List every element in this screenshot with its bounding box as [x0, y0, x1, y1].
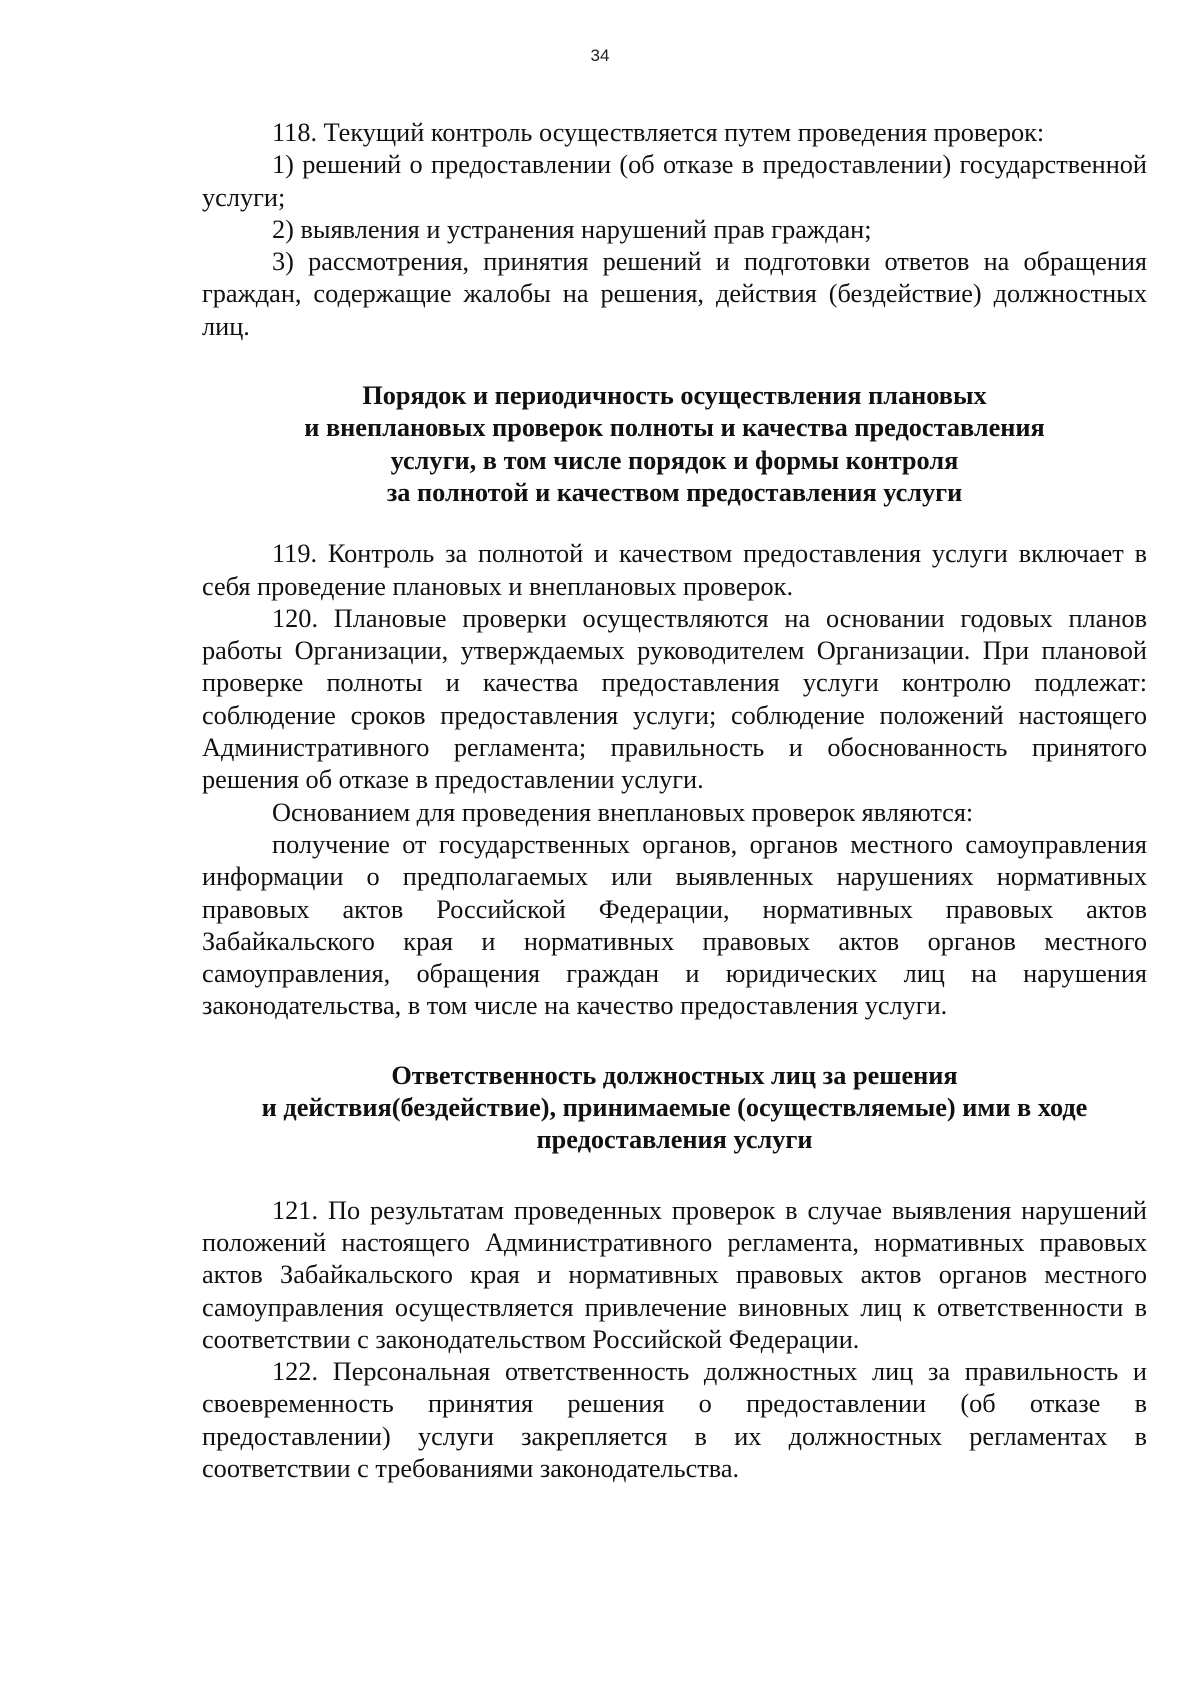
paragraph-119: 119. Контроль за полнотой и качеством предоставления услуги включает в себя проведение плановых и внеплановых проверок. — [202, 539, 1147, 601]
heading-line: услуги, в том числе порядок и формы контроля — [390, 445, 959, 475]
paragraph-121: 121. По результатам проведенных проверок в случае выявления нарушений положений настоящего Административного регламента, нормативных правовых актов Забайкальского края и нормативных правовых актов органов местного самоуправления осуществляется привлечение виновных лиц к ответственности в соответствии с законодательством Российской Федерации. — [202, 1195, 1147, 1354]
page-number: 34 — [590, 46, 610, 65]
paragraph-grounds: Основанием для проведения внеплановых проверок являются: — [272, 797, 974, 827]
heading-line: за полнотой и качеством предоставления услуги — [386, 477, 963, 507]
section-heading-responsibility — [202, 1060, 1147, 1157]
heading-line: предоставления услуги — [536, 1125, 813, 1155]
heading-line: Порядок и периодичность осуществления плановых — [362, 381, 987, 411]
heading-line: и действия(бездействие), принимаемые (осуществляемые) ими в ходе — [261, 1093, 1088, 1123]
section-heading-inspections — [202, 380, 1147, 509]
paragraph-120: 120. Плановые проверки осуществляются на основании годовых планов работы Организации, утверждаемых руководителем Организации. При плановой проверке полноты и качества предоставления услуги контролю подлежат: соблюдение сроков предоставления услуги; соблюдение положений настоящего Административного регламента; правильность и обоснованность принятого решения об отказе в предоставлении услуги. — [202, 603, 1147, 795]
paragraph-122: 122. Персональная ответственность должностных лиц за правильность и своевременность принятия решения о предоставлении (об отказе в предоставлении) услуги закрепляется в их должностных регламентах в соответствии с требованиями законодательства. — [202, 1357, 1147, 1483]
paragraph-grounds-item: получение от государственных органов, органов местного самоуправления информации о предполагаемых или выявленных нарушениях нормативных правовых актов Российской Федерации, нормативных правовых актов Забайкальского края и нормативных правовых актов органов местного самоуправления, обращения граждан и юридических лиц на нарушения законодательства, в том числе на качество предоставления услуги. — [202, 829, 1147, 1021]
list-item-3: 3) рассмотрения, принятия решений и подготовки ответов на обращения граждан, содержащие жалобы на решения, действия (бездействие) должностных лиц. — [202, 247, 1147, 341]
list-item-2: 2) выявления и устранения нарушений прав граждан; — [272, 214, 872, 244]
paragraph-118: 118. Текущий контроль осуществляется путем проведения проверок: — [272, 118, 1045, 147]
document-body — [202, 117, 1147, 1485]
heading-line: и внеплановых проверок полноты и качества предоставления — [304, 413, 1045, 443]
list-item-1: 1) решений о предоставлении (об отказе в предоставлении) государственной услуги; — [202, 150, 1147, 212]
heading-line: Ответственность должностных лиц за решения — [391, 1060, 958, 1090]
